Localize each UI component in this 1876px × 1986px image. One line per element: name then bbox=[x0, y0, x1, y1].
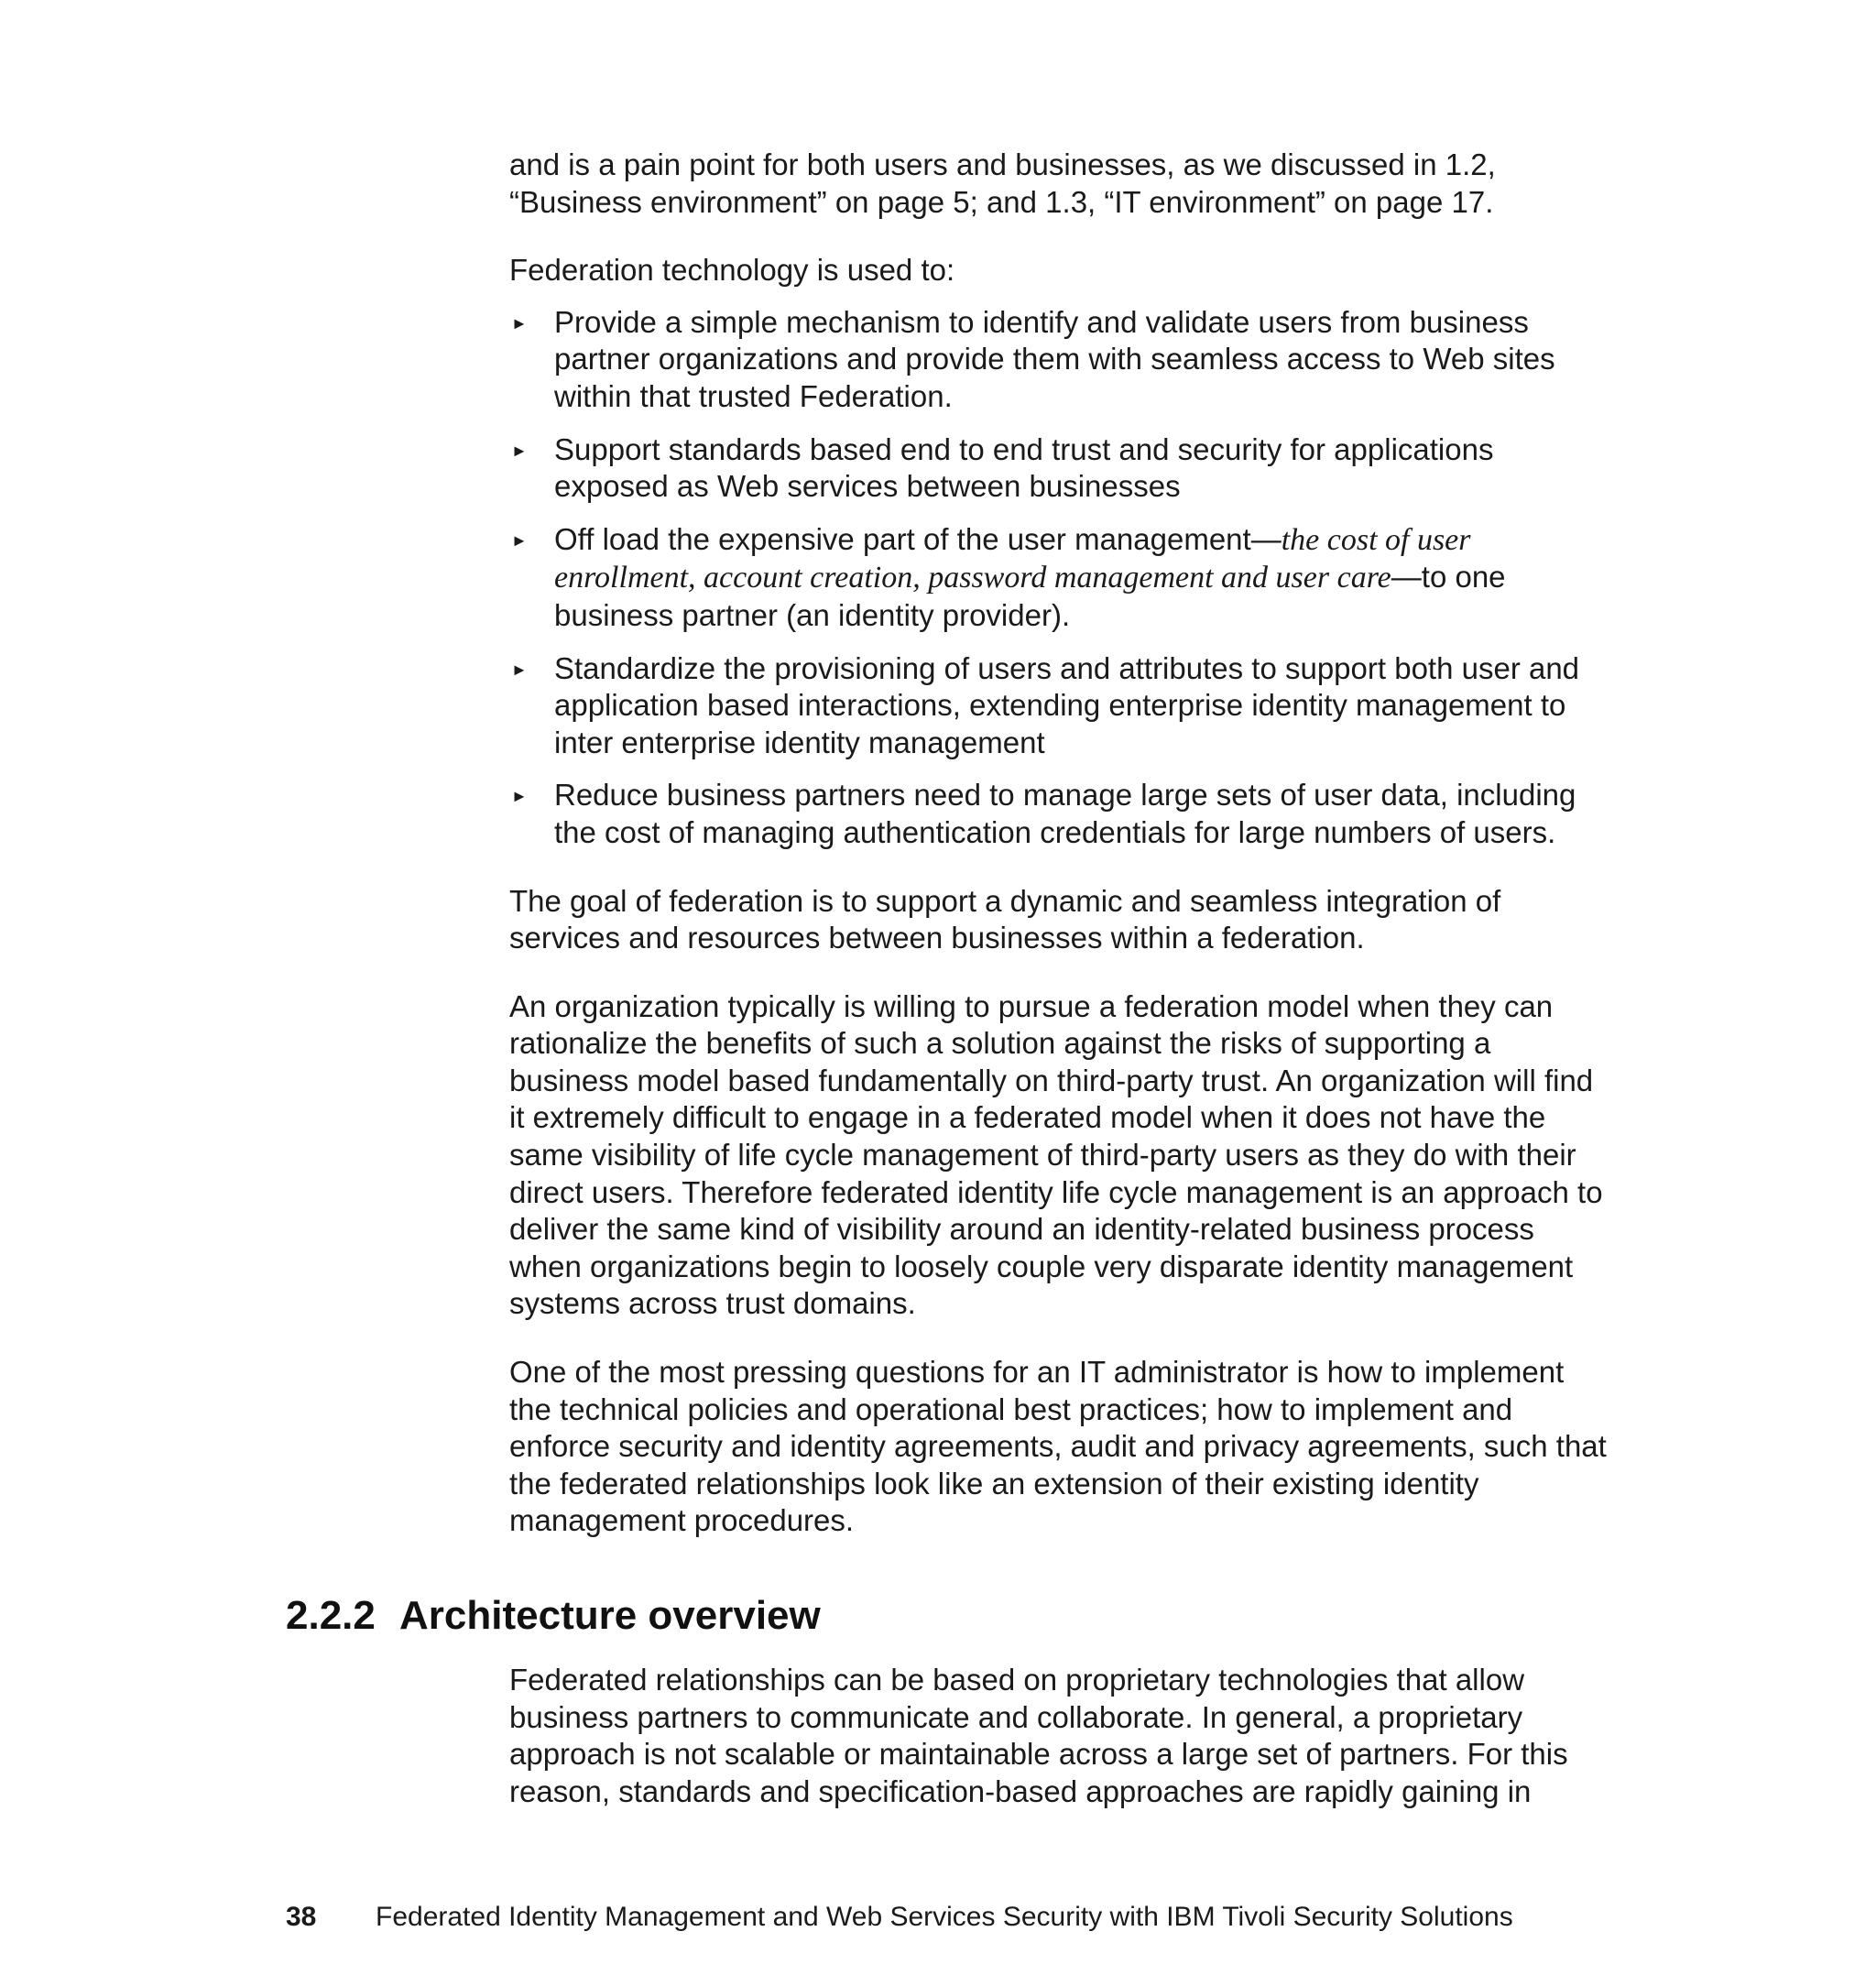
list-item-text: Provide a simple mechanism to identify and validate users from business partner organizations and provide them with seamless access to Web sites within that trusted Federation. bbox=[554, 304, 1555, 413]
list-item bbox=[509, 431, 1609, 506]
section-title: Architecture overview bbox=[399, 1593, 821, 1638]
intro-line-1: and is a pain point for both users and businesses, as we discussed in 1.2, bbox=[509, 147, 1496, 181]
bullet-triangle-icon: ► bbox=[511, 441, 528, 460]
section-number: 2.2.2 bbox=[286, 1593, 376, 1638]
bullet-triangle-icon: ► bbox=[511, 313, 528, 333]
organization-paragraph: An organization typically is willing to pursue a federation model when they can rationalize the benefits of such a solution against the risks of supporting a business model based fundamentally on third-party trust. An organization will find it extremely difficult to engage in a federated model when it does not have the same visibility of life cycle management of third-party users as they do with their direct users. Therefore federated identity life cycle management is an approach to deliver the same kind of visibility around an identity-related business process when organizations begin to loosely couple very disparate identity management systems across trust domains. bbox=[509, 988, 1603, 1321]
intro-paragraph bbox=[509, 147, 1609, 221]
list-item-text: Reduce business partners need to manage large sets of user data, including the cost of managing authentication credentials for large numbers of users. bbox=[554, 778, 1576, 849]
goal-paragraph: The goal of federation is to support a dynamic and seamless integration of services and resources between businesses within a federation. bbox=[509, 883, 1501, 955]
list-item bbox=[509, 521, 1609, 635]
list-item-text: Standardize the provisioning of users and attributes to support both user and application based interactions, extending enterprise identity management to inter enterprise identity management bbox=[554, 650, 1580, 759]
page-number: 38 bbox=[286, 1902, 317, 1932]
list-item bbox=[509, 777, 1609, 851]
book-title: Federated Identity Management and Web Services Security with IBM Tivoli Security Solutions bbox=[376, 1902, 1513, 1932]
it-admin-paragraph: One of the most pressing questions for an IT administrator is how to implement the technical policies and operational best practices; how to implement and enforce security and identity agreements, audit and privacy agreements, such that the federated relationships look like an extension of their existing identity management procedures. bbox=[509, 1355, 1607, 1538]
list-item-text-after: —to one business partner (an identity provider). bbox=[554, 560, 1506, 632]
list-item bbox=[509, 304, 1609, 416]
federation-lead-text: Federation technology is used to: bbox=[509, 253, 955, 288]
federation-uses-list bbox=[509, 304, 1609, 852]
bullet-triangle-icon: ► bbox=[511, 530, 528, 550]
list-item bbox=[509, 650, 1609, 762]
list-item-emphasis: the cost of user enrollment, account creation, password management and user care bbox=[554, 522, 1471, 595]
list-item-text: Support standards based end to end trust and security for applications exposed as Web services between businesses bbox=[554, 431, 1494, 504]
architecture-overview-paragraph: Federated relationships can be based on proprietary technologies that allow business partners to communicate and collaborate. In general, a proprietary approach is not scalable or maintainable across a large set of partners. For this reason, standards and specification-based approaches are rapidly gaining in bbox=[509, 1663, 1568, 1808]
section-heading bbox=[286, 1592, 821, 1640]
page-footer bbox=[286, 1901, 1513, 1934]
bullet-triangle-icon: ► bbox=[511, 660, 528, 679]
bullet-triangle-icon: ► bbox=[511, 787, 528, 806]
list-item-text-before: Off load the expensive part of the user management— bbox=[554, 521, 1282, 556]
intro-line-2: “Business environment” on page 5; and 1.3, “IT environment” on page 17. bbox=[509, 184, 1494, 219]
main-text-column bbox=[509, 147, 1609, 1571]
